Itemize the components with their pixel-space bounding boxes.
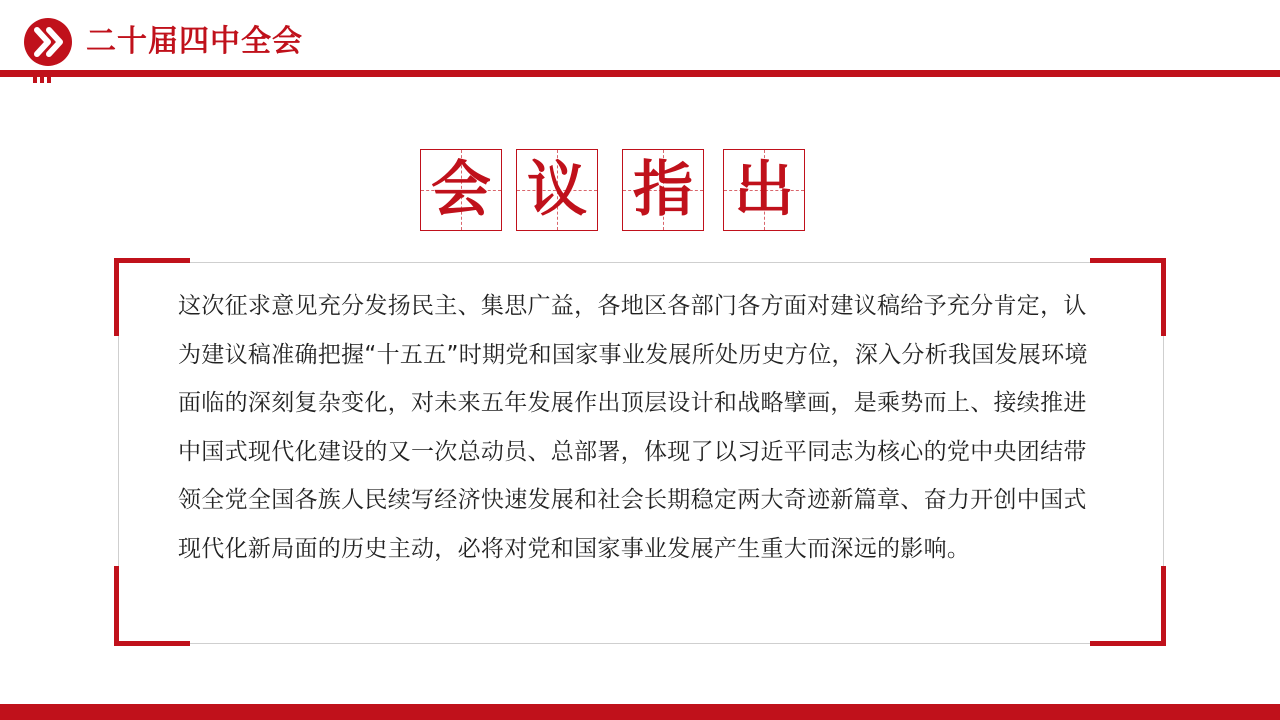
- frame-corner-bottom-right: [1161, 566, 1166, 646]
- heading-char-box: [723, 149, 805, 231]
- header-rule-marks: [33, 77, 53, 85]
- content-paragraph: 这次征求意见充分发扬民主、集思广益，各地区各部门各方面对建议稿给予充分肯定，认为建议稿准确把握“十五五”时期党和国家事业发展所处历史方位，深入分析我国发展环境面临的深刻复杂变化，对未来五年发展作出顶层设计和战略擘画，是乘势而上、接续推进中国式现代化建设的又一次总动员、总部署，体现了以习近平同志为核心的党中央团结带领全党全国各族人民续写经济快速发展和社会长期稳定两大奇迹新篇章、奋力开创中国式现代化新局面的历史主动，必将对党和国家事业发展产生重大而深远的影响。: [178, 293, 1088, 562]
- frame-corner-top-left: [114, 258, 119, 336]
- frame-corner-bottom-left: [114, 641, 190, 646]
- frame-corner-top-left: [114, 258, 190, 263]
- header-logo: [24, 18, 72, 66]
- heading-char-box: [622, 149, 704, 231]
- frame-corner-top-right: [1090, 258, 1166, 263]
- page-title: 二十届四中全会: [86, 24, 303, 59]
- frame-corner-top-right: [1161, 258, 1166, 336]
- footer-bar: [0, 704, 1280, 720]
- frame-corner-bottom-right: [1090, 641, 1166, 646]
- header-divider: [0, 70, 1280, 77]
- frame-corner-bottom-left: [114, 566, 119, 646]
- heading-char: 出: [734, 155, 794, 225]
- double-chevron-right-icon: [24, 18, 72, 66]
- heading-char: 议: [527, 155, 587, 225]
- heading-char: 指: [633, 155, 693, 225]
- heading-char-box: [516, 149, 598, 231]
- heading-char: 会: [431, 155, 491, 225]
- heading-char-box: [420, 149, 502, 231]
